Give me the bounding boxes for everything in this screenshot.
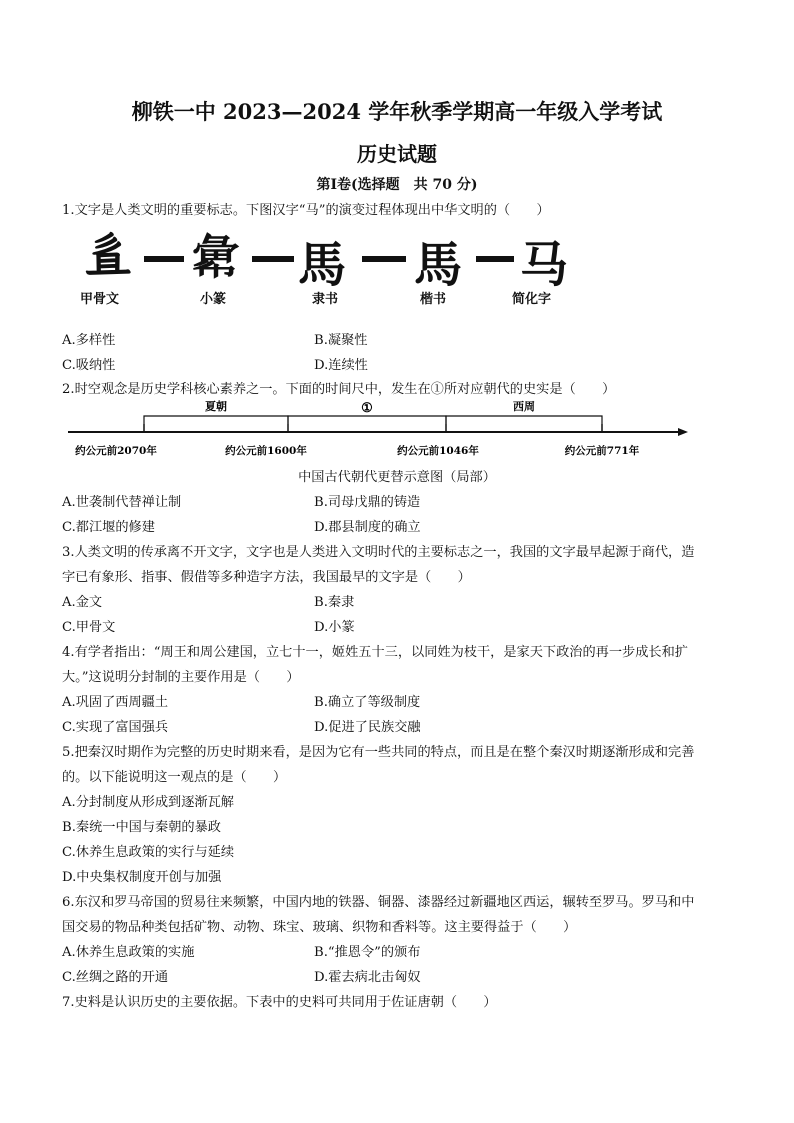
- q1-option-a[interactable]: A.多样性: [62, 333, 116, 348]
- small-seal-horse-glyph: 𢑭: [192, 230, 241, 286]
- glyph-label: 楷书: [420, 292, 447, 307]
- q6-stem-line-2: 国交易的物品种类包括矿物、动物、珠宝、玻璃、织物和香料等。这主要得益于（ ）: [62, 920, 577, 935]
- exam-subtitle: 历史试题: [357, 142, 437, 166]
- q4-option-c[interactable]: C.实现了富国强兵: [62, 720, 169, 735]
- q5-option-c[interactable]: C.休养生息政策的实行与延续: [62, 845, 235, 860]
- clerical-horse-glyph: 馬: [298, 237, 347, 293]
- q6-option-a[interactable]: A.休养生息政策的实施: [62, 945, 195, 960]
- glyph-label: 简化字: [512, 292, 552, 307]
- glyph-label: 小篆: [200, 292, 227, 307]
- tick-label: 约公元前1600年: [225, 445, 307, 457]
- q6-option-b[interactable]: B.“推恩令”的颁布: [314, 945, 421, 960]
- oracle-bone-horse-glyph: 𢒉: [84, 227, 133, 283]
- segment-label-west-zhou: 西周: [513, 400, 535, 413]
- q3-option-b[interactable]: B.秦隶: [314, 595, 355, 610]
- q1-option-d[interactable]: D.连续性: [314, 358, 368, 373]
- q4-option-b[interactable]: B.确立了等级制度: [314, 695, 421, 710]
- q3-option-c[interactable]: C.甲骨文: [62, 620, 116, 635]
- segment-label-1: ①: [361, 401, 373, 416]
- q2-option-a[interactable]: A.世袭制代替禅让制: [62, 495, 182, 510]
- segment-bracket-xia: [144, 416, 288, 424]
- segment-bracket-west-zhou: [446, 416, 602, 424]
- q3-option-a[interactable]: A.金文: [62, 595, 103, 610]
- q4-stem-line-2: 大。”这说明分封制的主要作用是（ ）: [62, 670, 300, 685]
- glyph-label: 甲骨文: [80, 292, 120, 307]
- exam-title: 柳铁一中 2023—2024 学年秋季学期高一年级入学考试: [131, 99, 663, 124]
- evolution-arrow: [252, 256, 294, 262]
- q5-stem-line-2: 的。以下能说明这一观点的是（ ）: [62, 770, 287, 785]
- section-heading: 第Ⅰ卷(选择题 共 70 分): [316, 177, 478, 193]
- dynasty-timeline-figure: [66, 398, 690, 462]
- q6-option-d[interactable]: D.霍去病北击匈奴: [314, 970, 421, 985]
- q2-option-c[interactable]: C.都江堰的修建: [62, 520, 155, 535]
- tick-label: 约公元前2070年: [75, 445, 157, 457]
- tick-label: 约公元前771年: [564, 445, 640, 457]
- q4-option-a[interactable]: A.巩固了西周疆土: [62, 695, 169, 710]
- q1-option-b[interactable]: B.凝聚性: [314, 333, 368, 348]
- q3-option-d[interactable]: D.小篆: [314, 620, 355, 635]
- regular-horse-glyph: 馬: [414, 237, 463, 293]
- q1-option-c[interactable]: C.吸纳性: [62, 358, 116, 373]
- q4-stem-line-1: 4.有学者指出：“周王和周公建国，立七十一，姬姓五十三，以同姓为枝干，是家天下政治的再一步成长和扩: [62, 645, 688, 660]
- segment-bracket-1: [288, 416, 446, 424]
- horse-character-evolution-figure: [80, 226, 585, 316]
- evolution-arrow: [144, 256, 184, 262]
- q2-stem: 2.时空观念是历史学科核心素养之一。下面的时间尺中，发生在①所对应朝代的史实是（ ）: [62, 382, 616, 397]
- segment-label-xia: 夏朝: [205, 400, 227, 413]
- q3-stem-line-2: 字已有象形、指事、假借等多种造字方法，我国最早的文字是（ ）: [62, 570, 471, 585]
- evolution-arrow: [362, 256, 406, 262]
- q2-figure-caption: 中国古代朝代更替示意图（局部）: [298, 470, 496, 485]
- tick-label: 约公元前1046年: [397, 445, 479, 457]
- q1-stem: 1.文字是人类文明的重要标志。下图汉字“马”的演变过程体现出中华文明的（ ）: [62, 203, 550, 218]
- q6-stem-line-1: 6.东汉和罗马帝国的贸易往来频繁，中国内地的铁器、铜器、漆器经过新疆地区西运，辗转至罗马。罗马和中: [62, 895, 695, 910]
- q2-option-d[interactable]: D.郡县制度的确立: [314, 520, 421, 535]
- timeline-arrowhead: [678, 428, 688, 436]
- q3-stem-line-1: 3.人类文明的传承离不开文字，文字也是人类进入文明时代的主要标志之一，我国的文字最早起源于商代，造: [62, 545, 695, 560]
- q6-option-c[interactable]: C.丝绸之路的开通: [62, 970, 169, 985]
- q4-option-d[interactable]: D.促进了民族交融: [314, 720, 421, 735]
- q7-stem: 7.史料是认识历史的主要依据。下表中的史料可共同用于佐证唐朝（ ）: [62, 995, 497, 1010]
- glyph-label: 隶书: [312, 292, 339, 307]
- timeline-svg: [66, 398, 690, 462]
- q5-option-a[interactable]: A.分封制度从形成到逐渐瓦解: [62, 795, 234, 810]
- q2-option-b[interactable]: B.司母戊鼎的铸造: [314, 495, 421, 510]
- q5-stem-line-1: 5.把秦汉时期作为完整的历史时期来看，是因为它有一些共同的特点，而且是在整个秦汉时期逐渐形成和完善: [62, 745, 695, 760]
- q5-option-b[interactable]: B.秦统一中国与秦朝的暴政: [62, 820, 221, 835]
- simplified-horse-glyph: 马: [520, 237, 569, 293]
- q5-option-d[interactable]: D.中央集权制度开创与加强: [62, 870, 222, 885]
- evolution-arrow: [476, 256, 514, 262]
